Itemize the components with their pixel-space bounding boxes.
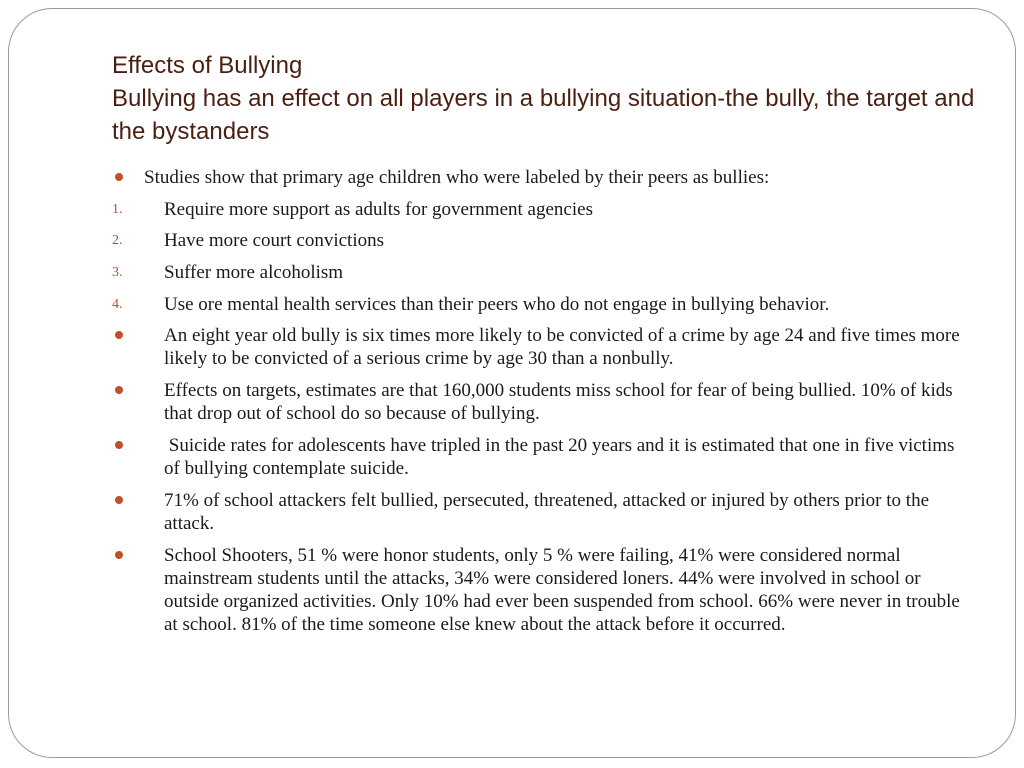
bullet-item-text: Suicide rates for adolescents have tripled in the past 20 years and it is estimated that one in five victims of bullying contemplate suicide.	[164, 435, 960, 479]
number-marker: 2.	[112, 233, 123, 248]
bullet-dot-icon	[115, 331, 123, 339]
bullet-item-text: School Shooters, 51 % were honor students, only 5 % were failing, 41% were considered normal mainstream students until the attacks, 34% were considered loners. 44% were involved in school or outside organized activities. Only 10% had ever been suspended from school. 66% were never in trouble at school. 81% of the time someone else knew about the attack before it occurred.	[164, 545, 960, 635]
numbered-item-text: Use ore mental health services than their peers who do not engage in bullying behavior.	[164, 294, 830, 315]
number-marker: 3.	[112, 265, 123, 280]
intro-text: Studies show that primary age children who were labeled by their peers as bullies:	[144, 167, 770, 188]
bullet-item-text: An eight year old bully is six times more likely to be convicted of a crime by age 24 and five times more likely to be convicted of a serious crime by age 30 than a nonbully.	[164, 325, 960, 369]
slide-title	[112, 49, 982, 148]
title-line-1: Effects of Bullying	[112, 52, 303, 79]
bullet-dot-icon	[115, 441, 123, 449]
bullet-item-text: 71% of school attackers felt bullied, persecuted, threatened, attacked or injured by others prior to the attack.	[164, 490, 930, 534]
number-marker: 1.	[112, 202, 123, 217]
numbered-item-text: Suffer more alcoholism	[164, 262, 344, 283]
bullet-dot-icon	[115, 173, 123, 181]
numbered-item-text: Require more support as adults for government agencies	[164, 199, 593, 220]
bullet-dot-icon	[115, 496, 123, 504]
bullet-dot-icon	[115, 551, 123, 559]
number-marker: 4.	[112, 297, 123, 312]
bullet-item-text: Effects on targets, estimates are that 160,000 students miss school for fear of being bullied. 10% of kids that drop out of school do so because of bullying.	[164, 380, 953, 424]
bullet-dot-icon	[115, 386, 123, 394]
numbered-item-text: Have more court convictions	[164, 230, 385, 251]
title-line-2: Bullying has an effect on all players in a bullying situation-the bully, the target and the bystanders	[112, 85, 975, 145]
